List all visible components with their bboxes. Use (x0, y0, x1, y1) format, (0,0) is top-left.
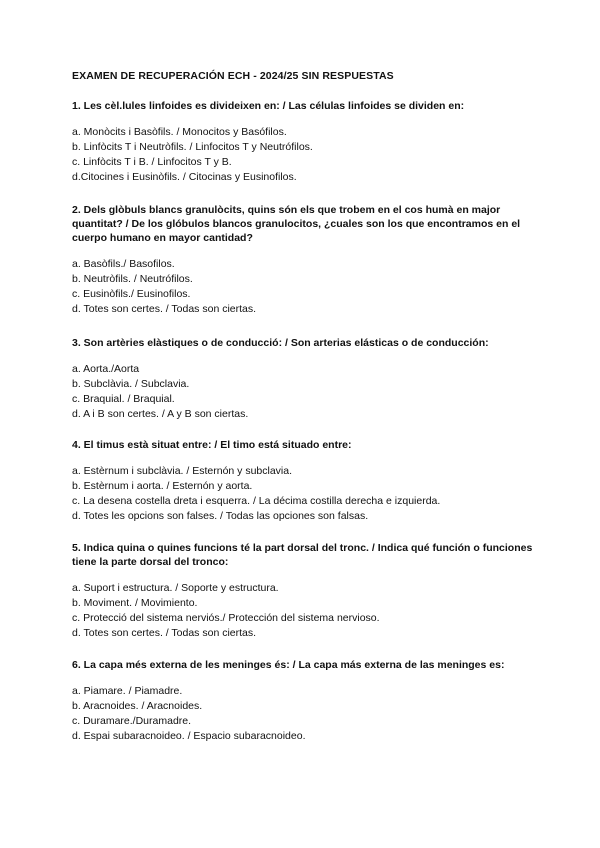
question-6-text: 6. La capa més externa de les meninges és: / La capa más externa de las meninges es: (72, 659, 505, 671)
question-3-option-b: b. Subclàvia. / Subclavia. (72, 378, 190, 390)
question-3-option-d: d. A i B son certes. / A y B son ciertas. (72, 408, 249, 420)
question-6-option-a: a. Piamare. / Piamadre. (72, 685, 183, 697)
question-5-option-c: c. Protecció del sistema nerviós./ Protección del sistema nervioso. (72, 612, 380, 624)
question-6-option-b: b. Aracnoides. / Aracnoides. (72, 700, 203, 712)
question-5-option-b: b. Moviment. / Movimiento. (72, 597, 198, 609)
question-4-option-d: d. Totes les opcions son falses. / Todas las opciones son falsas. (72, 510, 369, 522)
question-4-text: 4. El timus està situat entre: / El timo está situado entre: (72, 439, 352, 451)
question-2-option-b: b. Neutròfils. / Neutrófilos. (72, 273, 193, 285)
question-4-option-b: b. Estèrnum i aorta. / Esternón y aorta. (72, 480, 253, 492)
question-3-text: 3. Son artèries elàstiques o de conducció: / Son arterias elásticas o de conducción: (72, 337, 489, 349)
question-6-option-d: d. Espai subaracnoideo. / Espacio subaracnoideo. (72, 730, 306, 742)
question-2-option-a: a. Basòfils./ Basofilos. (72, 258, 175, 270)
question-4 (72, 438, 542, 524)
exam-title: EXAMEN DE RECUPERACIÓN ECH - 2024/25 SIN RESPUESTAS (72, 70, 394, 82)
question-1-option-d: d.Citocines i Eusinòfils. / Citocinas y Eusinofilos. (72, 171, 297, 183)
question-3-option-c: c. Braquial. / Braquial. (72, 393, 175, 405)
question-6 (72, 658, 542, 744)
question-5-option-a: a. Suport i estructura. / Soporte y estructura. (72, 582, 279, 594)
question-3-option-a: a. Aorta./Aorta (72, 363, 140, 375)
question-1-option-c: c. Linfòcits T i B. / Linfocitos T y B. (72, 156, 232, 168)
question-5-option-d: d. Totes son certes. / Todas son ciertas. (72, 627, 257, 639)
question-4-option-c: c. La desena costella dreta i esquerra. / La décima costilla derecha e izquierda. (72, 495, 441, 507)
question-4-option-a: a. Estèrnum i subclàvia. / Esternón y subclavia. (72, 465, 293, 477)
question-1-text: 1. Les cèl.lules linfoides es divideixen en: / Las células linfoides se dividen en: (72, 100, 465, 112)
question-6-option-c: c. Duramare./Duramadre. (72, 715, 192, 727)
question-2 (72, 203, 542, 317)
question-1 (72, 99, 542, 185)
question-1-option-a: a. Monòcits i Basòfils. / Monocitos y Basófilos. (72, 126, 287, 138)
question-5 (72, 541, 542, 641)
question-2-text: 2. Dels glòbuls blancs granulòcits, quins són els que trobem en el cos humà en major quantitat? / De los glóbulos blancos granulocitos, ¿cuales son los que encontramos en el cuerpo humano en mayor cantidad? (72, 204, 521, 244)
question-2-option-d: d. Totes son certes. / Todas son ciertas. (72, 303, 257, 315)
question-1-option-b: b. Linfòcits T i Neutròfils. / Linfocitos T y Neutrófilos. (72, 141, 313, 153)
question-2-option-c: c. Eusinòfils./ Eusinofilos. (72, 288, 191, 300)
question-5-text: 5. Indica quina o quines funcions té la part dorsal del tronc. / Indica qué función o funciones tiene la parte dorsal del tronco: (72, 542, 533, 568)
question-3 (72, 336, 542, 422)
